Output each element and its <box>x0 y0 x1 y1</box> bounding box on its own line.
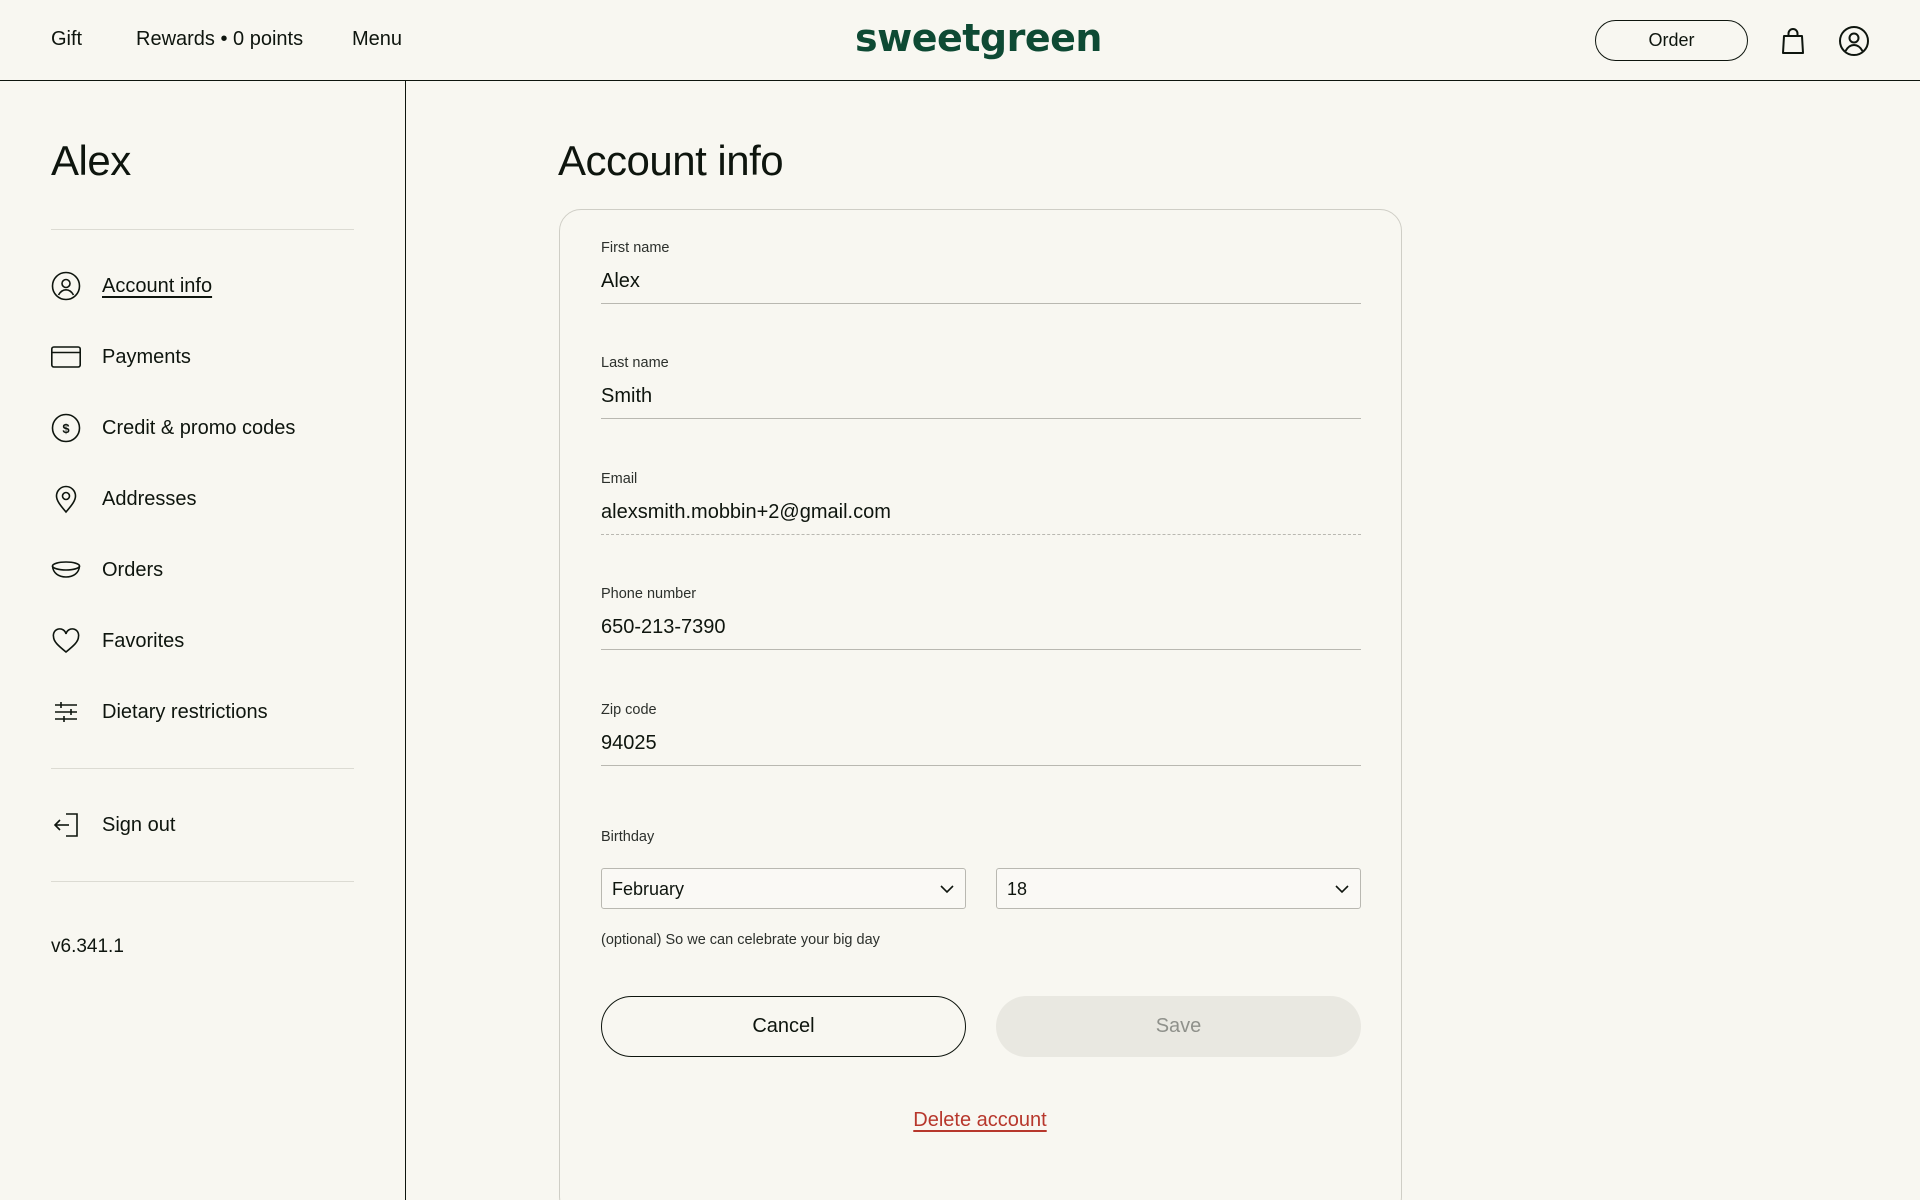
sidebar-item-sign-out[interactable] <box>51 807 351 843</box>
nav-rewards-link[interactable]: Rewards • 0 points <box>136 28 304 50</box>
save-button[interactable]: Save <box>996 996 1361 1057</box>
credit-card-icon <box>51 342 81 372</box>
sidebar-item-label: Account info <box>102 275 213 297</box>
sidebar-item-label: Orders <box>102 559 164 581</box>
phone-input[interactable] <box>601 616 1361 650</box>
last-name-input[interactable] <box>601 385 1361 419</box>
last-name-field <box>601 355 1361 419</box>
chevron-down-icon <box>939 881 955 897</box>
birthday-month-select[interactable] <box>601 868 966 909</box>
phone-label: Phone number <box>601 586 697 602</box>
zip-label: Zip code <box>601 702 657 718</box>
sidebar-item-addresses[interactable] <box>51 481 351 517</box>
zip-field <box>601 702 1361 766</box>
sidebar-item-label: Credit & promo codes <box>102 417 296 439</box>
phone-field <box>601 586 1361 650</box>
map-pin-icon <box>51 484 81 514</box>
sign-out-icon <box>51 810 81 840</box>
sidebar-divider <box>51 881 354 882</box>
sidebar-item-favorites[interactable] <box>51 623 351 659</box>
email-field <box>601 471 1361 535</box>
nav-menu-link[interactable]: Menu <box>352 28 403 50</box>
sidebar-divider <box>51 229 354 230</box>
top-header <box>0 0 1920 81</box>
order-button[interactable]: Order <box>1595 20 1748 61</box>
heart-icon <box>51 626 81 656</box>
nav-gift-link[interactable]: Gift <box>51 28 83 50</box>
sidebar-item-label: Sign out <box>102 814 176 836</box>
birthday-month-value: February <box>612 879 685 899</box>
sidebar-item-label: Dietary restrictions <box>102 701 268 723</box>
account-sidebar <box>0 81 406 1200</box>
birthday-hint: (optional) So we can celebrate your big day <box>601 932 880 948</box>
email-input <box>601 501 1361 535</box>
user-circle-icon <box>51 271 81 301</box>
page-title: Account info <box>558 137 784 184</box>
email-label: Email <box>601 471 638 487</box>
dollar-circle-icon <box>51 413 81 443</box>
account-form-card <box>559 209 1402 1200</box>
sidebar-item-label: Payments <box>102 346 191 368</box>
bowl-icon <box>51 555 81 585</box>
delete-account-link[interactable]: Delete account <box>913 1109 1047 1131</box>
first-name-label: First name <box>601 240 670 256</box>
birthday-label: Birthday <box>601 829 655 845</box>
sweetgreen-logo[interactable]: sweetgreen <box>855 16 1102 60</box>
svg-text:$: $ <box>62 421 70 436</box>
birthday-field <box>601 829 1361 845</box>
last-name-label: Last name <box>601 355 669 371</box>
sidebar-divider <box>51 768 354 769</box>
sidebar-item-dietary[interactable] <box>51 694 351 730</box>
chevron-down-icon <box>1334 881 1350 897</box>
bag-icon[interactable] <box>1776 24 1810 58</box>
first-name-input[interactable] <box>601 270 1361 304</box>
cancel-button[interactable]: Cancel <box>601 996 966 1057</box>
sidebar-item-label: Favorites <box>102 630 185 652</box>
app-version: v6.341.1 <box>51 936 124 957</box>
birthday-day-value: 18 <box>1007 879 1028 899</box>
sidebar-item-credit-promo[interactable] <box>51 410 351 446</box>
sidebar-item-label: Addresses <box>102 488 197 510</box>
birthday-day-select[interactable] <box>996 868 1361 909</box>
sidebar-item-orders[interactable] <box>51 552 351 588</box>
sidebar-item-payments[interactable] <box>51 339 351 375</box>
user-name-heading: Alex <box>51 137 131 184</box>
sliders-icon <box>51 697 81 727</box>
user-icon[interactable] <box>1837 24 1871 58</box>
zip-input[interactable] <box>601 732 1361 766</box>
first-name-field <box>601 240 1361 304</box>
sidebar-item-account-info[interactable] <box>51 268 351 304</box>
